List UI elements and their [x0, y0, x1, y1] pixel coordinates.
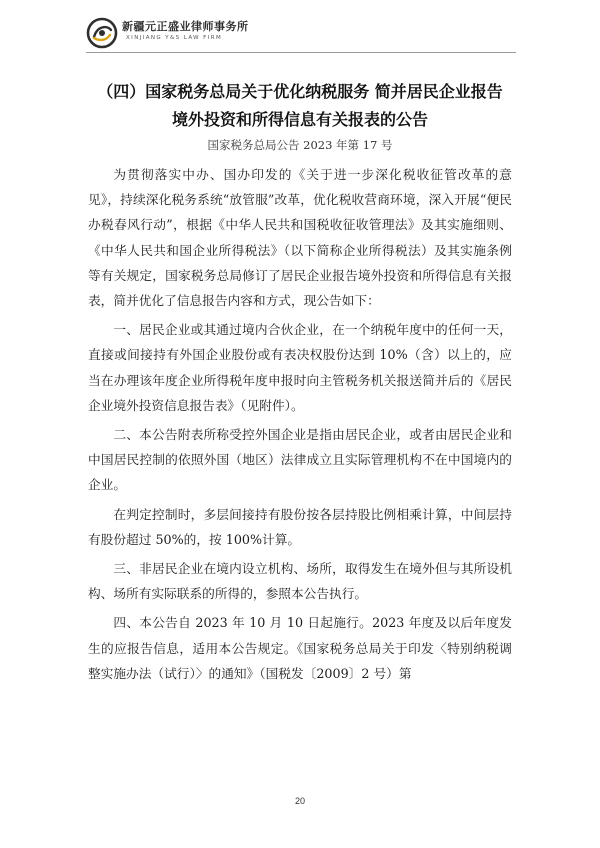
page-header [86, 14, 516, 54]
body-paragraph: 在判定控制时，多层间接持有股份按各层持股比例相乘计算，中间层持有股份超过 50%的，按 100%计算。 [88, 506, 512, 547]
document-title [60, 78, 540, 134]
firm-logo-icon [86, 17, 118, 49]
header-divider [86, 52, 516, 53]
firm-name-cn: 新疆元正盛业律师事务所 [122, 20, 249, 33]
body-paragraph: 为贯彻落实中办、国办印发的《关于进一步深化税收征管改革的意见》，持续深化税务系统“放管服”改革，优化税收营商环境，深入开展“便民办税春风行动”，根据《中华人民共和国税收征收管理法》及其实施细则、《中华人民共和国企业所得税法》（以下简称企业所得税法）及其实施条例等有关规定，国家税务总局修订了居民企业报告境外投资和所得信息有关报表，简并优化了信息报告内容和方式，现公告如下： [88, 167, 512, 309]
document-body [88, 162, 512, 690]
page-number: 20 [294, 796, 305, 806]
title-line-1: （四）国家税务总局关于优化纳税服务 简并居民企业报告 [97, 82, 503, 101]
body-paragraph: 四、本公告自 2023 年 10 月 10 日起施行。2023 年度及以后年度发生的应报告信息，适用本公告规定。《国家税务总局关于印发〈特别纳税调整实施办法（试行）〉的通知》（国税发〔2009〕2 号）第 [88, 615, 512, 681]
body-paragraph: 一、居民企业或其通过境内合伙企业，在一个纳税年度中的任何一天，直接或间接持有外国企业股份或有表决权股份达到 10%（含）以上的，应当在办理该年度企业所得税年度申报时向主管税务机关报送简并后的《居民企业境外投资信息报告表》（见附件）。 [88, 322, 512, 413]
body-paragraph: 三、非居民企业在境内设立机构、场所，取得发生在境外但与其所设机构、场所有实际联系的所得的，参照本公告执行。 [88, 561, 512, 602]
firm-name-en: XINJIANG Y&S LAW FIRM [126, 35, 223, 41]
body-paragraph: 二、本公告附表所称受控外国企业是指由居民企业，或者由居民企业和中国居民控制的依照外国（地区）法律成立且实际管理机构不在中国境内的企业。 [88, 427, 512, 493]
title-line-2: 境外投资和所得信息有关报表的公告 [171, 110, 428, 129]
announcement-number: 国家税务总局公告 2023 年第 17 号 [207, 138, 393, 152]
